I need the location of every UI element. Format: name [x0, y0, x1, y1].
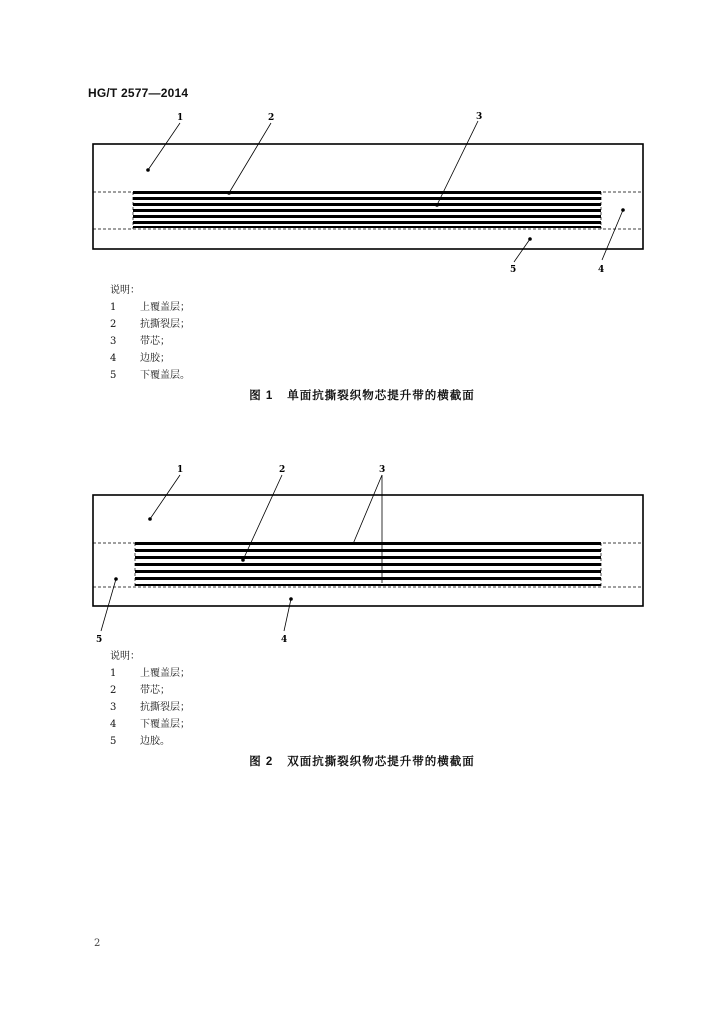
- callout-3: 3: [379, 465, 386, 475]
- figure-2-diagram: [0, 455, 724, 650]
- callout-1: 1: [177, 465, 184, 475]
- callout-3: 3: [476, 112, 483, 122]
- core-plies: [133, 191, 601, 228]
- legend-row: 2 抗撕裂层；: [110, 319, 190, 330]
- callout-4: 4: [598, 265, 605, 275]
- callout-4: 4: [281, 635, 288, 645]
- figure-1-diagram: [0, 100, 724, 290]
- figure-1-caption: 图 1 单面抗撕裂织物芯提升带的横截面: [249, 390, 475, 402]
- figure-2-caption: 图 2 双面抗撕裂织物芯提升带的横截面: [249, 756, 475, 768]
- callout-5: 5: [96, 635, 103, 645]
- standard-code: HG/T 2577—2014: [88, 86, 189, 100]
- callout-2: 2: [268, 113, 275, 123]
- legend-row: 4 下覆盖层；: [110, 719, 190, 730]
- legend-row: 5 边胶。: [110, 736, 170, 747]
- core-plies: [135, 542, 601, 586]
- legend-row: 4 边胶；: [110, 353, 170, 364]
- legend-row: 3 抗撕裂层；: [110, 702, 190, 713]
- legend-row: 5 下覆盖层。: [110, 370, 190, 381]
- legend-row: 3 带芯；: [110, 336, 170, 347]
- figure-1-legend: [110, 282, 190, 384]
- legend-title: 说明：: [110, 651, 140, 662]
- legend-row: 1 上覆盖层；: [110, 302, 190, 313]
- figure-2-legend: [110, 648, 190, 750]
- belt-outline: [93, 144, 643, 249]
- legend-row: 1 上覆盖层；: [110, 668, 190, 679]
- page-number: 2: [94, 938, 101, 949]
- legend-row: 2 带芯；: [110, 685, 170, 696]
- legend-title: 说明：: [110, 285, 140, 296]
- callout-5: 5: [510, 265, 517, 275]
- callout-1: 1: [177, 113, 184, 123]
- callout-2: 2: [279, 465, 286, 475]
